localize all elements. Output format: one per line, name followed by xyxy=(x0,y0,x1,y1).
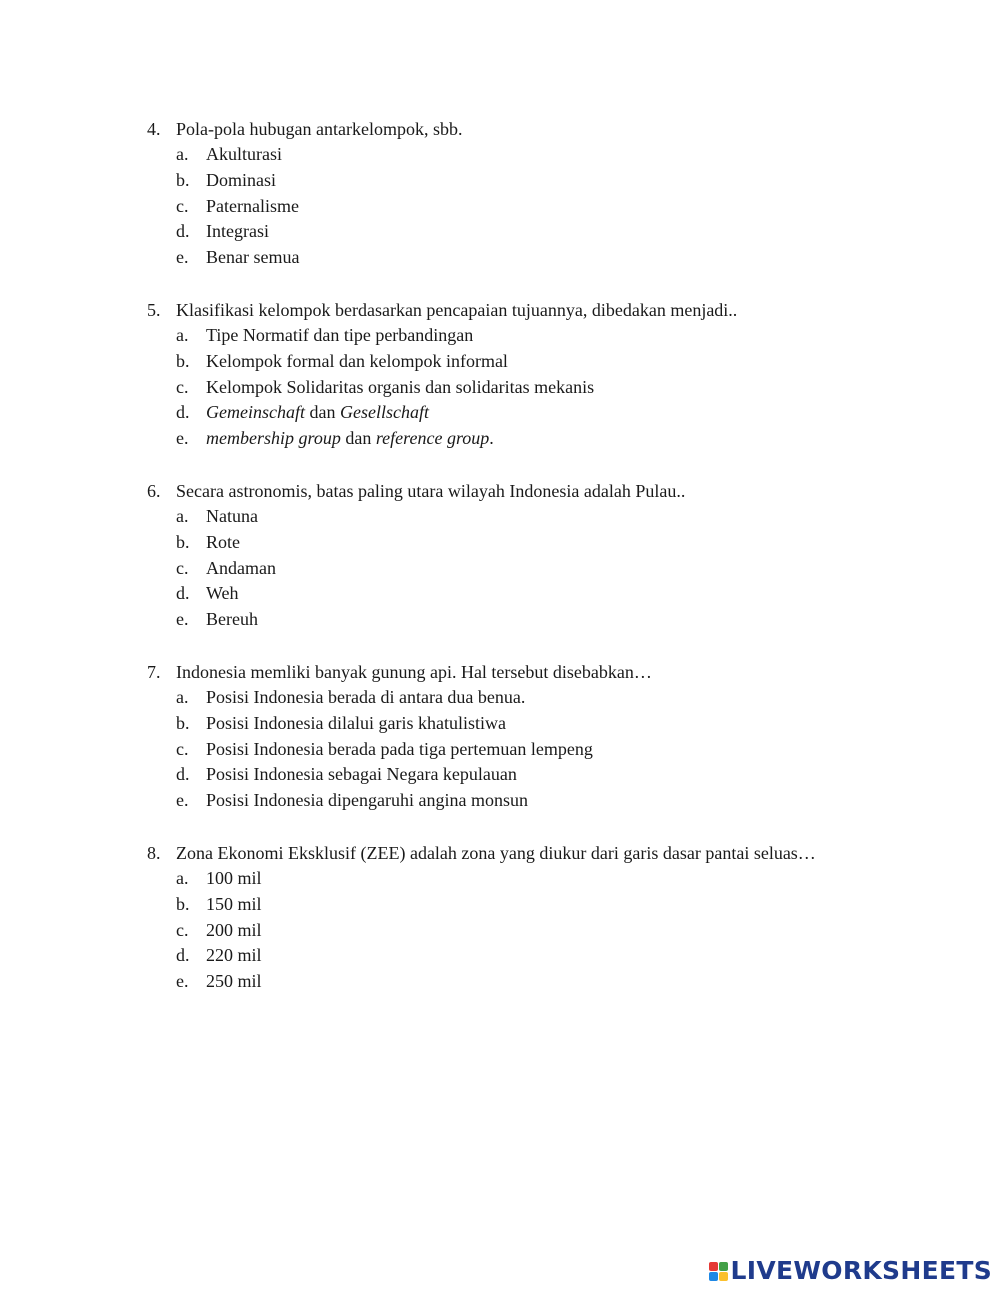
option-text: Andaman xyxy=(206,557,276,578)
option-text: 200 mil xyxy=(206,919,262,940)
option-b[interactable] xyxy=(147,349,967,375)
option-text: Akulturasi xyxy=(206,144,282,164)
option-letter: c. xyxy=(176,557,189,578)
option-text: dan xyxy=(304,402,340,423)
question-7-options xyxy=(147,685,967,814)
option-text-italic: membership group xyxy=(206,428,341,449)
option-letter: a. xyxy=(176,144,189,164)
logo-square-blue xyxy=(709,1272,718,1281)
option-letter: d. xyxy=(176,402,190,423)
option-letter: b. xyxy=(176,169,190,190)
option-e[interactable] xyxy=(147,607,967,633)
question-4 xyxy=(147,116,967,271)
option-text: Posisi Indonesia dilalui garis khatulistiwa xyxy=(206,712,506,733)
question-number: 7. xyxy=(147,662,161,682)
logo-square-yellow xyxy=(719,1272,728,1281)
option-a[interactable] xyxy=(147,685,967,711)
question-8-prompt xyxy=(147,840,967,866)
option-a[interactable] xyxy=(147,323,967,349)
option-text: 220 mil xyxy=(206,945,262,966)
option-d[interactable] xyxy=(147,943,967,969)
question-5-options xyxy=(147,323,967,452)
liveworksheets-logo-text: LIVEWORKSHEETS xyxy=(730,1256,992,1285)
question-5 xyxy=(147,297,967,452)
option-letter: b. xyxy=(176,350,190,371)
option-letter: e. xyxy=(176,790,189,811)
question-8-options xyxy=(147,866,967,995)
option-text: 100 mil xyxy=(206,868,262,888)
option-text: Posisi Indonesia berada di antara dua benua. xyxy=(206,687,526,707)
option-letter: e. xyxy=(176,247,189,268)
question-5-prompt xyxy=(147,297,967,323)
option-b[interactable] xyxy=(147,892,967,918)
liveworksheets-logo xyxy=(709,1256,992,1286)
question-6-options xyxy=(147,504,967,633)
option-text: Dominasi xyxy=(206,169,276,190)
question-text: Pola-pola hubugan antarkelompok, sbb. xyxy=(176,119,463,139)
option-letter: c. xyxy=(176,195,189,216)
option-text: Benar semua xyxy=(206,247,300,268)
option-text: Rote xyxy=(206,531,240,552)
option-d[interactable] xyxy=(147,219,967,245)
question-6-prompt xyxy=(147,478,967,504)
option-c[interactable] xyxy=(147,737,967,763)
option-text: Paternalisme xyxy=(206,195,299,216)
option-text: Kelompok formal dan kelompok informal xyxy=(206,350,508,371)
option-b[interactable] xyxy=(147,168,967,194)
option-letter: e. xyxy=(176,971,189,992)
option-letter: a. xyxy=(176,506,189,526)
option-letter: c. xyxy=(176,919,189,940)
option-d[interactable] xyxy=(147,581,967,607)
option-e[interactable] xyxy=(147,969,967,995)
question-6 xyxy=(147,478,967,633)
question-4-options xyxy=(147,142,967,271)
option-text: 250 mil xyxy=(206,971,262,992)
option-text-italic: reference group xyxy=(375,428,490,449)
option-text-italic: Gemeinschaft xyxy=(206,402,305,423)
question-number: 4. xyxy=(147,119,161,139)
option-text: Kelompok Solidaritas organis dan solidaritas mekanis xyxy=(206,376,595,397)
option-d[interactable] xyxy=(147,762,967,788)
option-d[interactable] xyxy=(147,400,967,426)
option-c[interactable] xyxy=(147,375,967,401)
option-b[interactable] xyxy=(147,711,967,737)
liveworksheets-logo-icon xyxy=(709,1262,728,1281)
option-text: Tipe Normatif dan tipe perbandingan xyxy=(206,325,474,345)
option-text: dan xyxy=(340,428,376,449)
logo-square-red xyxy=(709,1262,718,1271)
question-4-prompt xyxy=(147,116,967,142)
question-number: 5. xyxy=(147,300,161,320)
option-letter: a. xyxy=(176,325,189,345)
option-a[interactable] xyxy=(147,504,967,530)
option-a[interactable] xyxy=(147,142,967,168)
option-c[interactable] xyxy=(147,556,967,582)
option-text: 150 mil xyxy=(206,893,262,914)
question-text: Indonesia memliki banyak gunung api. Hal tersebut disebabkan… xyxy=(176,662,652,682)
option-c[interactable] xyxy=(147,194,967,220)
question-text: Zona Ekonomi Eksklusif (ZEE) adalah zona yang diukur dari garis dasar pantai seluas… xyxy=(176,843,816,863)
option-letter: c. xyxy=(176,376,189,397)
option-letter: d. xyxy=(176,945,190,966)
option-letter: b. xyxy=(176,893,190,914)
option-text: Weh xyxy=(206,583,239,604)
option-letter: b. xyxy=(176,531,190,552)
option-letter: e. xyxy=(176,609,189,630)
question-number: 8. xyxy=(147,843,161,863)
option-letter: e. xyxy=(176,428,189,449)
option-text: Posisi Indonesia sebagai Negara kepulauan xyxy=(206,764,517,785)
option-e[interactable] xyxy=(147,788,967,814)
option-e[interactable] xyxy=(147,245,967,271)
question-text: Secara astronomis, batas paling utara wilayah Indonesia adalah Pulau.. xyxy=(176,481,686,501)
option-text: Natuna xyxy=(206,506,258,526)
option-letter: d. xyxy=(176,221,190,242)
question-8 xyxy=(147,840,967,995)
option-text: Bereuh xyxy=(206,609,258,630)
logo-square-green xyxy=(719,1262,728,1271)
option-text: Integrasi xyxy=(206,221,269,242)
option-e[interactable] xyxy=(147,426,967,452)
question-7-prompt xyxy=(147,659,967,685)
option-letter: a. xyxy=(176,687,189,707)
option-text: . xyxy=(489,428,494,449)
option-b[interactable] xyxy=(147,530,967,556)
option-letter: b. xyxy=(176,712,190,733)
question-text: Klasifikasi kelompok berdasarkan pencapaian tujuannya, dibedakan menjadi.. xyxy=(176,300,738,320)
option-a[interactable] xyxy=(147,866,967,892)
question-7 xyxy=(147,659,967,814)
option-text: Posisi Indonesia dipengaruhi angina monsun xyxy=(206,790,528,811)
question-number: 6. xyxy=(147,481,161,501)
option-letter: c. xyxy=(176,738,189,759)
option-text-italic: Gesellschaft xyxy=(339,402,429,423)
option-text: Posisi Indonesia berada pada tiga pertemuan lempeng xyxy=(206,738,593,759)
option-letter: d. xyxy=(176,583,190,604)
option-c[interactable] xyxy=(147,918,967,944)
option-letter: d. xyxy=(176,764,190,785)
option-letter: a. xyxy=(176,868,189,888)
